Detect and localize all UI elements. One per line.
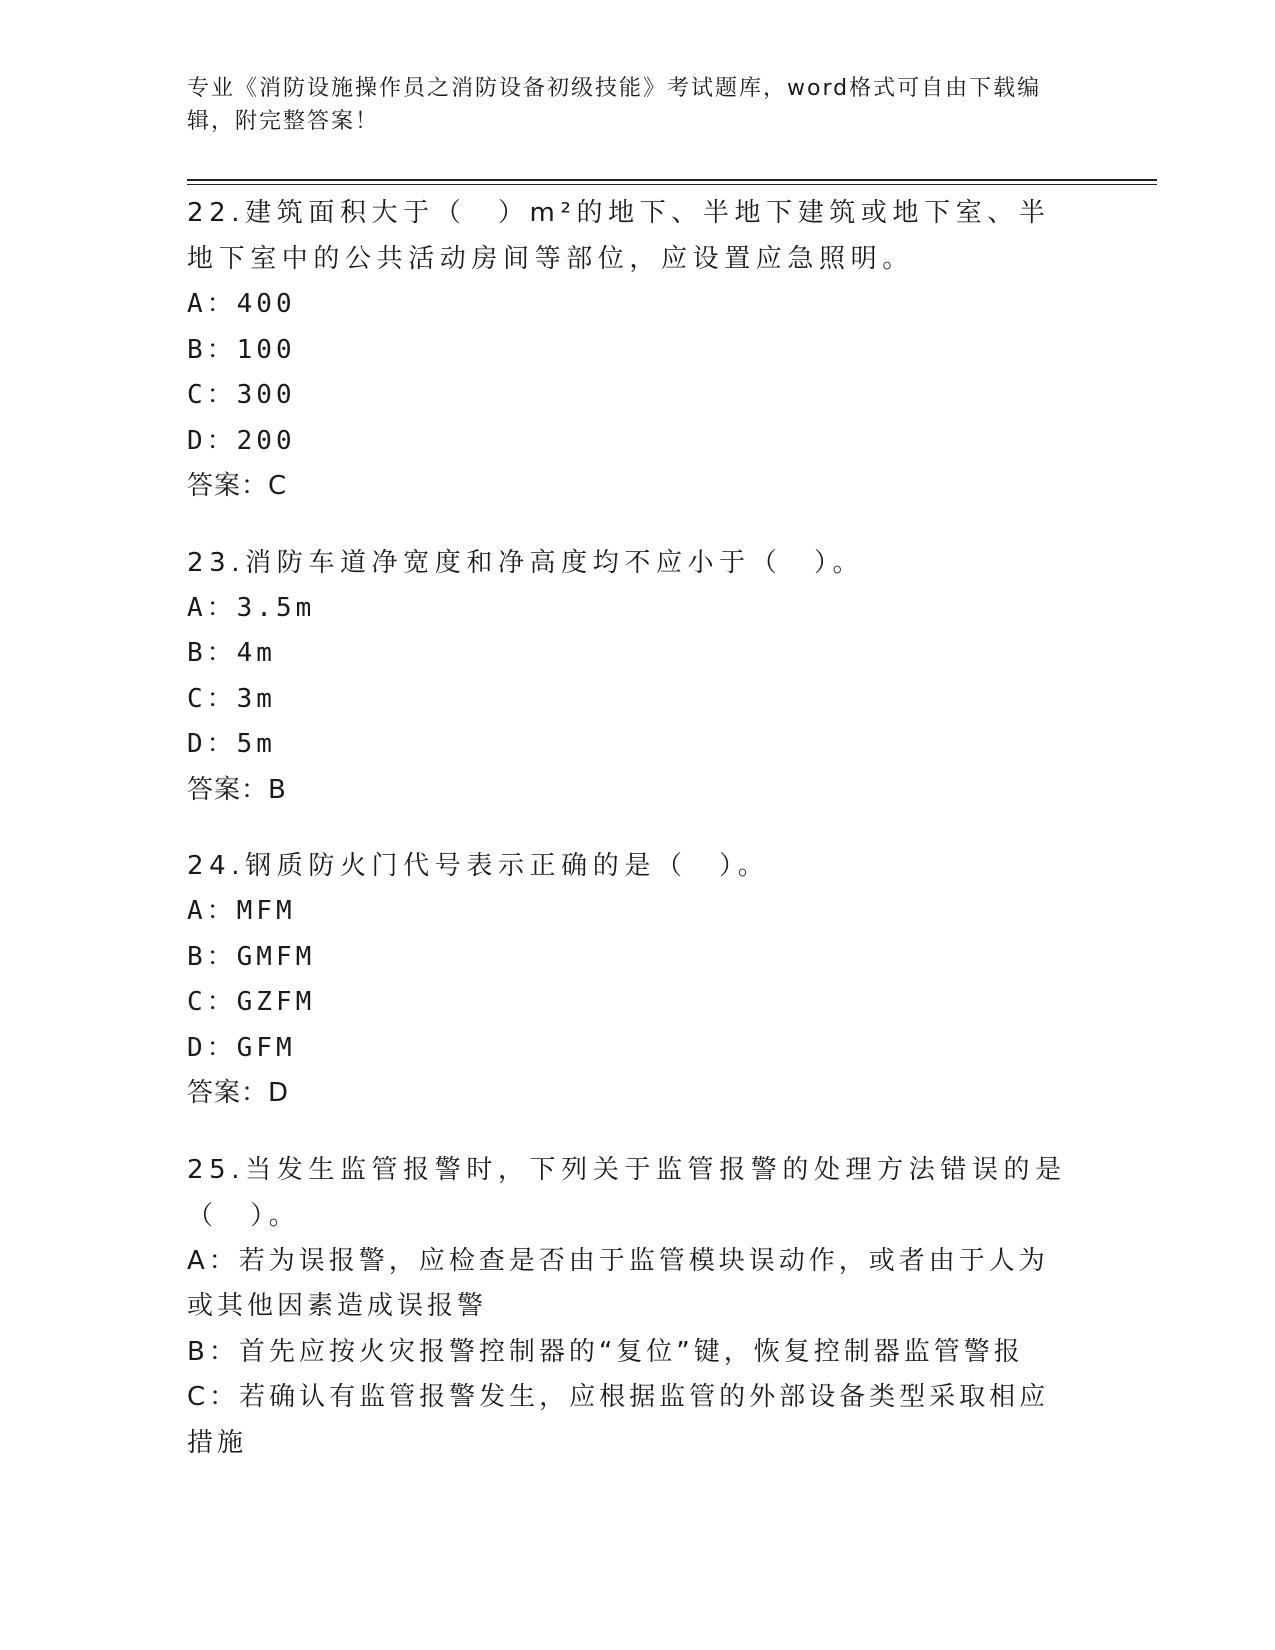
option-c: C：3m — [187, 683, 276, 714]
option-a: A：3.5m — [187, 592, 316, 623]
option-c: C：若确认有监管报警发生，应根据监管的外部设备类型采取相应措施 — [187, 1382, 1050, 1458]
option-d: D：GFM — [187, 1032, 296, 1063]
question-24 — [187, 843, 1067, 1117]
question-text: 25.当发生监管报警时，下列关于监管报警的处理方法错误的是（ ）。 — [187, 1154, 1067, 1231]
option-a: A：MFM — [187, 896, 296, 926]
question-23 — [187, 540, 1067, 814]
question-text: 22.建筑面积大于（ ）m²的地下、半地下建筑或地下室、半地下室中的公共活动房间等部位，应设置应急照明。 — [187, 198, 1051, 274]
answer: 答案：D — [187, 1078, 290, 1108]
option-c: C：300 — [187, 380, 296, 410]
header-divider-thin — [187, 184, 1157, 185]
option-b: B：首先应按火灾报警控制器的“复位”键，恢复控制器监管警报 — [187, 1336, 1024, 1367]
answer: 答案：C — [187, 471, 288, 501]
question-22 — [187, 190, 1067, 510]
header-divider-thick — [187, 179, 1157, 181]
option-b: B：GMFM — [187, 941, 316, 972]
question-text: 24.钢质防火门代号表示正确的是（ ）。 — [187, 851, 770, 881]
question-text: 23.消防车道净宽度和净高度均不应小于（ ）。 — [187, 547, 865, 578]
document-header: 专业《消防设施操作员之消防设备初级技能》考试题库，word格式可自由下载编辑，附完整答案！ — [187, 76, 1042, 134]
option-d: D：200 — [187, 425, 296, 456]
option-a: A：400 — [187, 289, 296, 319]
question-list — [187, 190, 1067, 1496]
answer: 答案：B — [187, 774, 287, 805]
question-25 — [187, 1147, 1067, 1467]
option-a: A：若为误报警，应检查是否由于监管模块误动作，或者由于人为或其他因素造成误报警 — [187, 1245, 1049, 1321]
option-d: D：5m — [187, 729, 276, 759]
option-b: B：100 — [187, 334, 296, 365]
option-b: B：4m — [187, 638, 276, 668]
option-c: C：GZFM — [187, 987, 316, 1017]
